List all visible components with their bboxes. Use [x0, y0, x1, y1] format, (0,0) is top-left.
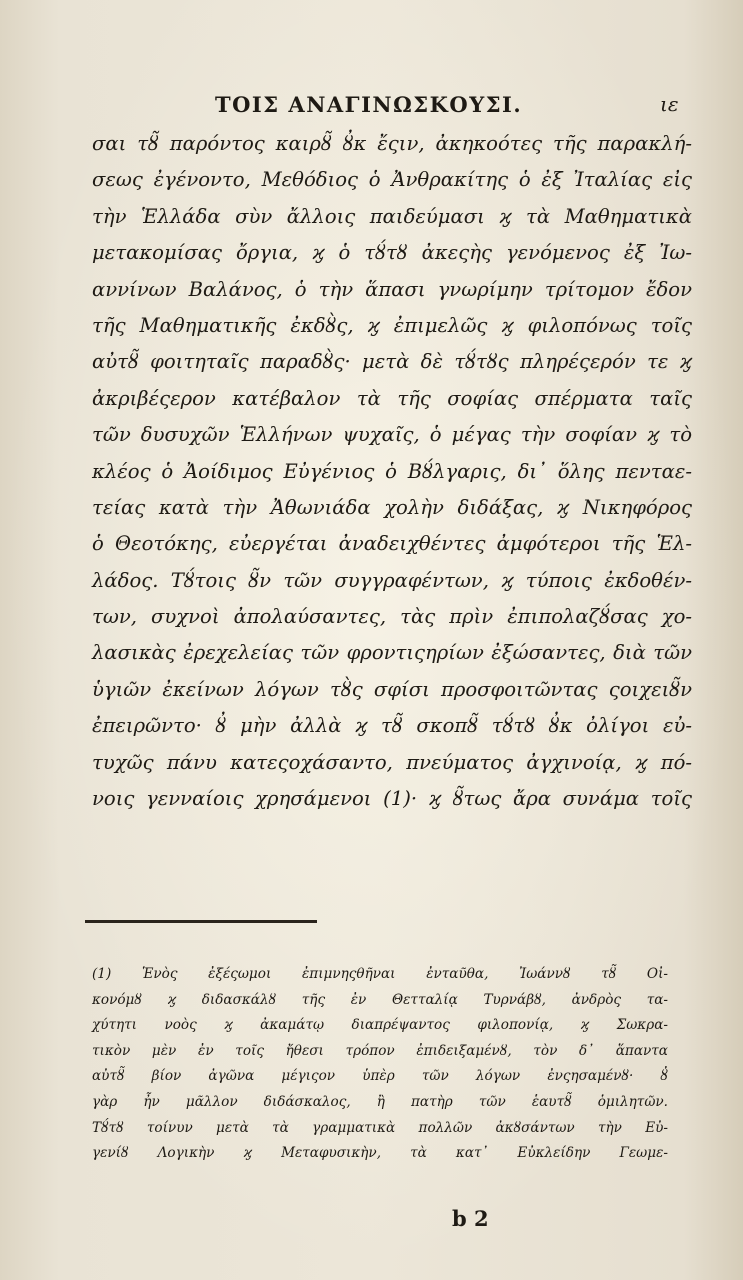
text-line: τὴν Ἑλλάδα σὺν ἄλλοις παιδεύμασι ϗ τὰ Μαθηματικὰ	[92, 204, 692, 228]
text-line: τῶν δυσυχῶν Ἑλλήνων ψυχαῖς, ὁ μέγας τὴν σοφίαν ϗ τὸ	[92, 423, 692, 447]
page-number: ιε	[660, 92, 679, 116]
footnote-line: τικὸν μὲν ἐν τοῖς ἤθεσι τρόπον ἐπιδειξαμένȣ, τὸν δ᾽ ἅπαντα	[92, 1042, 668, 1059]
running-head: ΤΟΙΣ ΑΝΑΓΙΝΩΣΚΟΥΣΙ.	[215, 92, 523, 117]
text-line: νοις γενναίοις χρησάμενοι (1)· ϗ ȣ̃τως ἄρα συνάμα τοῖς	[92, 787, 692, 811]
footnote-line: γὰρ ἦν μᾶλλον διδάσκαλος, ἢ πατὴρ τῶν ἑαυτȣ̃ ὁμιλητῶν.	[92, 1093, 668, 1110]
text-line: λάδος. Τȣ́τοις ȣ̃ν τῶν συγγραφέντων, ϗ τύποις ἐκδοθέν-	[92, 568, 692, 592]
footnote-line: (1) Ἑνὸς ἐξέςωμοι ἐπιμνηςθῆναι ἐνταῦθα, Ἰωάννȣ τȣ̃ Οἰ-	[92, 966, 668, 982]
text-line: τείας κατὰ τὴν Ἀθωνιάδα χολὴν διδάξας, ϗ Νικηφόρος	[92, 495, 692, 519]
text-line: κλέος ὁ Ἀοίδιμος Εὐγένιος ὁ Βȣ́λγαρις, δι᾽ ὅλης πενταε-	[92, 459, 692, 483]
text-line: σεως ἐγένοντο, Μεθόδιος ὁ Ἀνθρακίτης ὁ ἐξ Ἰταλίας εἰς	[92, 168, 692, 192]
text-line: τυχῶς πάνυ κατεςοχάσαντο, πνεύματος ἀγχινοίᾳ, ϗ πό-	[92, 750, 692, 774]
footnote-line: γενίȣ Λογικὴν ϗ Μεταφυσικὴν, τὰ κατ᾽ Εὐκλείδην Γεωμε-	[92, 1145, 668, 1162]
text-line: τῆς Μαθηματικῆς ἐκδȣ̀ς, ϗ ἐπιμελῶς ϗ φιλοπόνως τοῖς	[92, 313, 692, 337]
footnote-rule	[85, 920, 317, 923]
signature-mark: b 2	[452, 1206, 489, 1231]
footnote-line: χύτητι νοὸς ϗ ἀκαμάτῳ διαπρέψαντος φιλοπονίᾳ, ϗ Σωκρα-	[92, 1017, 668, 1034]
text-line: αὐτȣ̃ φοιτηταῖς παραδȣ̀ς· μετὰ δὲ τȣ́τȣς πληρέςερόν τε ϗ	[92, 350, 692, 374]
text-line: σαι τȣ̃ παρόντος καιρȣ̃ ȣ̓κ ἔςιν, ἀκηκοότες τῆς παρακλή-	[92, 132, 692, 155]
footnote-line: Τȣ́τȣ τοίνυν μετὰ τὰ γραμματικὰ πολλῶν ἀκȣσάντων τὴν Εὐ-	[92, 1119, 668, 1136]
text-line: αννίνων Βαλάνος, ὁ τὴν ἅπασι γνωρίμην τρίτομον ἔδον	[92, 277, 692, 301]
text-line: των, συχνοὶ ἀπολαύσαντες, τὰς πρὶν ἐπιπολαζȣ́σας χο-	[92, 605, 692, 629]
text-line: ὁ Θεοτόκης, εὐεργέται ἀναδειχθέντες ἀμφότεροι τῆς Ἑλ-	[92, 532, 692, 556]
text-line: λασικὰς ἐρεχελείας τῶν φροντιςηρίων ἐξώσαντες, διὰ τῶν	[92, 641, 692, 665]
footnote-line: κονόμȣ ϗ διδασκάλȣ τῆς ἐν Θετταλίᾳ Τυρνάβȣ, ἀνδρὸς τα-	[92, 991, 668, 1008]
text-line: ὑγιῶν ἐκείνων λόγων τȣ̀ς σφίσι προσφοιτῶντας ςοιχειȣ̃ν	[92, 677, 692, 701]
main-text	[92, 126, 692, 817]
text-line: ἐπειρῶντο· ȣ̓ μὴν ἀλλὰ ϗ τȣ̃ σκοπȣ̃ τȣ́τȣ ȣ̓κ ὀλίγοι εὐ-	[92, 714, 692, 738]
footnote-line: αὐτȣ̃ βίον ἀγῶνα μέγιςον ὑπὲρ τῶν λόγων ἐνςησαμένȣ· ȣ̓	[92, 1068, 668, 1085]
footnote	[92, 962, 668, 1167]
text-line: ἀκριβέςερον κατέβαλον τὰ τῆς σοφίας σπέρματα ταῖς	[92, 386, 692, 410]
text-line: μετακομίσας ὄργια, ϗ ὁ τȣ́τȣ ἀκεςὴς γενόμενος ἐξ Ἰω-	[92, 241, 692, 265]
